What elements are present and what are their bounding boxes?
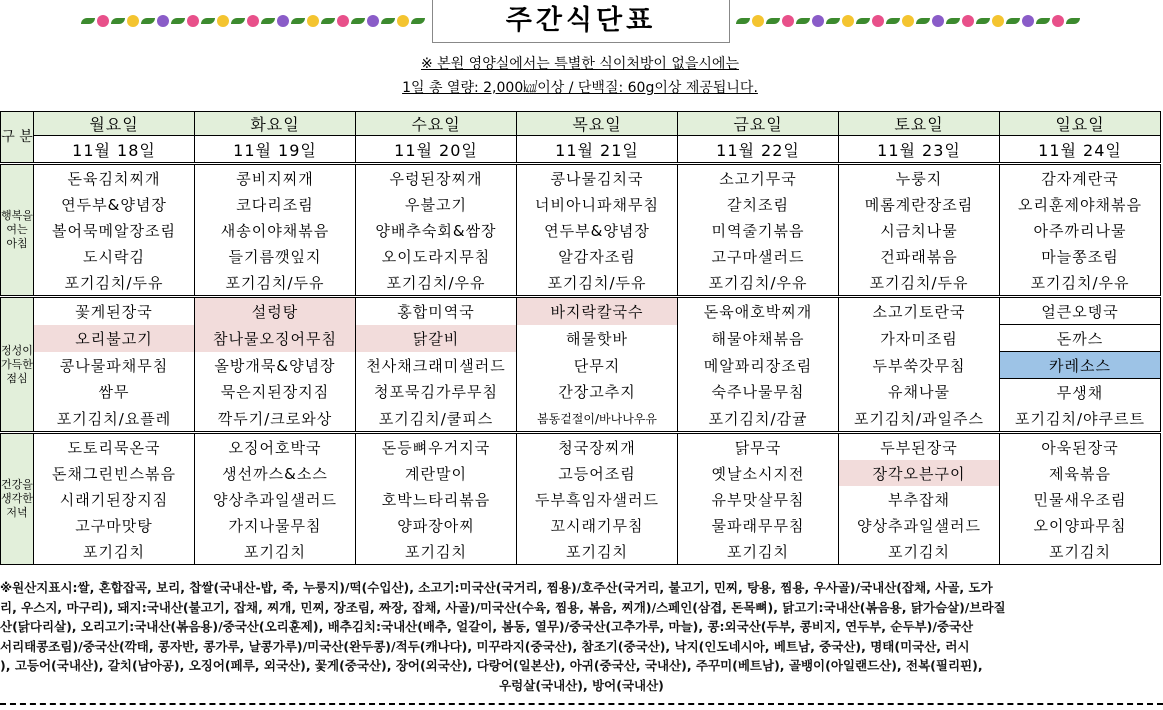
menu-cell: 포기김치 [356,538,517,565]
menu-cell: 두부쑥갓무침 [839,352,1000,379]
date-fri: 11월 22일 [678,136,839,164]
date-tue: 11월 19일 [195,136,356,164]
menu-cell: 포기김치 [839,538,1000,565]
date-sun: 11월 24일 [1000,136,1161,164]
day-header-wed: 수요일 [356,112,517,136]
menu-cell-highlight: 닭갈비 [356,325,517,352]
menu-cell: 고구마샐러드 [678,243,839,269]
menu-cell: 양파장아찌 [356,512,517,538]
menu-cell: 들기름깻잎지 [195,243,356,269]
menu-cell: 포기김치 [517,538,678,565]
menu-cell: 묵은지된장지짐 [195,379,356,406]
menu-cell: 부추잡채 [839,486,1000,512]
menu-cell: 돈육김치찌개 [34,164,195,192]
flower-garland-right [735,8,1081,34]
menu-cell: 메알꽈리장조림 [678,352,839,379]
menu-cell: 민물새우조림 [1000,486,1161,512]
menu-cell: 돈까스 [1000,325,1161,352]
menu-cell: 소고기토란국 [839,297,1000,325]
menu-cell: 쌈무 [34,379,195,406]
menu-cell: 포기김치 [1000,538,1161,565]
menu-cell: 새송이야채볶음 [195,217,356,243]
menu-cell: 포기김치 [195,538,356,565]
menu-cell: 너비아니파채무침 [517,191,678,217]
menu-cell: 돈육애호박찌개 [678,297,839,325]
menu-cell: 도토리묵온국 [34,433,195,461]
menu-cell: 포기김치/요플레 [34,405,195,433]
menu-cell: 제육볶음 [1000,460,1161,486]
menu-cell: 포기김치 [678,538,839,565]
menu-cell: 포기김치/두유 [839,269,1000,297]
menu-cell: 꽃게된장국 [34,297,195,325]
menu-table [0,111,1161,565]
menu-cell: 두부된장국 [839,433,1000,461]
menu-cell-highlight: 참나물오징어무침 [195,325,356,352]
date-thu: 11월 21일 [517,136,678,164]
menu-cell: 포기김치/두유 [195,269,356,297]
meal-label-lunch: 정성이 가득한 점심 [1,297,34,433]
menu-cell: 갈치조림 [678,191,839,217]
date-mon: 11월 18일 [34,136,195,164]
menu-cell: 메롬계란장조림 [839,191,1000,217]
menu-cell: 소고기무국 [678,164,839,192]
menu-cell: 오징어호박국 [195,433,356,461]
menu-cell: 무생채 [1000,379,1161,406]
menu-cell: 도시락김 [34,243,195,269]
menu-cell: 포기김치/우유 [678,269,839,297]
menu-cell: 콩비지찌개 [195,164,356,192]
menu-cell: 꼬시래기무침 [517,512,678,538]
menu-cell: 연두부&양념장 [517,217,678,243]
menu-cell: 건파래볶음 [839,243,1000,269]
menu-cell: 봄동겉절이/바나나우유 [517,405,678,433]
origin-line: 우렁살(국내산), 방어(국내산) [499,677,664,693]
menu-cell-highlight: 설렁탕 [195,297,356,325]
menu-cell: 깍두기/크로와상 [195,405,356,433]
origin-line: ※원산지표시:쌀, 혼합잡곡, 보리, 찹쌀(국내산-밥, 죽, 누룽지)/떡(수입산), 소고기:미국산(국거리, 찜용)/호주산(국거리, 불고기, 민찌, 탕용, 찜용, 우사골)/국내산(잡채, 사골, 도가 [0,580,993,595]
menu-cell: 가자미조림 [839,325,1000,352]
day-header-fri: 금요일 [678,112,839,136]
origin-notice [0,578,1163,696]
menu-cell: 청국장찌개 [517,433,678,461]
menu-cell: 올방개묵&양념장 [195,352,356,379]
menu-cell: 미역줄기볶음 [678,217,839,243]
meal-label-breakfast: 행복을 여는 아침 [1,164,34,297]
menu-cell: 두부흑임자샐러드 [517,486,678,512]
menu-cell: 포기김치/야쿠르트 [1000,405,1161,433]
menu-cell: 마늘쫑조림 [1000,243,1161,269]
meal-label-dinner: 건강을 생각한 저녁 [1,433,34,565]
menu-cell: 유채나물 [839,379,1000,406]
menu-cell: 천사채크래미샐러드 [356,352,517,379]
menu-cell: 해물핫바 [517,325,678,352]
date-wed: 11월 20일 [356,136,517,164]
menu-cell: 콩나물파채무침 [34,352,195,379]
menu-cell: 포기김치 [34,538,195,565]
day-header-sat: 토요일 [839,112,1000,136]
menu-cell: 양배추숙회&쌈장 [356,217,517,243]
menu-cell: 코다리조림 [195,191,356,217]
menu-cell: 시래기된장지짐 [34,486,195,512]
menu-cell: 우렁된장찌개 [356,164,517,192]
menu-cell: 오이양파무침 [1000,512,1161,538]
origin-line: 서리태콩조림)/중국산(깍태, 콩자반, 콩가루, 날콩가루)/미국산(완두콩)/적두(캐나다), 미꾸라지(중국산), 참조기(중국산), 낙지(인도네시아, 베트남, 중국산), 명태(미국산, 러시 [0,638,970,654]
menu-cell-selected: 카레소스 [1000,352,1161,379]
menu-cell: 누룽지 [839,164,1000,192]
gubun-header: 구 분 [1,112,34,164]
origin-line: ), 고등어(국내산), 갈치(남아공), 오징어(페루, 외국산), 꽃게(중국산), 장어(외국산), 다랑어(일본산), 아귀(중국산, 국내산), 주꾸미(베트남), 골뱅이(아일랜드산), 전복(필리핀), [0,658,983,674]
menu-cell: 아주까리나물 [1000,217,1161,243]
menu-cell: 포기김치/우유 [356,269,517,297]
menu-cell: 콩나물김치국 [517,164,678,192]
menu-cell: 고등어조림 [517,460,678,486]
day-header-mon: 월요일 [34,112,195,136]
menu-cell: 양상추과일샐러드 [195,486,356,512]
menu-cell: 얼큰오뎅국 [1000,297,1161,325]
day-header-sun: 일요일 [1000,112,1161,136]
menu-cell: 포기김치/과일주스 [839,405,1000,433]
menu-cell: 돈채그린빈스볶음 [34,460,195,486]
menu-cell: 청포묵김가루무침 [356,379,517,406]
menu-cell: 가지나물무침 [195,512,356,538]
notice-line-1: ※ 본원 영양실에서는 특별한 식이처방이 없을시에는 [421,56,739,72]
menu-cell-highlight: 오리불고기 [34,325,195,352]
menu-cell: 닭무국 [678,433,839,461]
menu-cell-highlight: 장각오븐구이 [839,460,1000,486]
date-sat: 11월 23일 [839,136,1000,164]
menu-cell: 양상추과일샐러드 [839,512,1000,538]
menu-cell: 돈등뼈우거지국 [356,433,517,461]
menu-cell: 포기김치/감귤 [678,405,839,433]
menu-cell: 아욱된장국 [1000,433,1161,461]
menu-cell: 홍합미역국 [356,297,517,325]
menu-cell: 단무지 [517,352,678,379]
notice-line-2: 1일 총 열량: 2,000㎉이상 / 단백질: 60g이상 제공됩니다. [402,80,758,96]
menu-cell: 오리훈제야채볶음 [1000,191,1161,217]
menu-cell: 호박느타리볶음 [356,486,517,512]
origin-line: 산(닭다리살), 오리고기:국내산(볶음용)/중국산(오리훈제), 배추김치:국내산(배추, 얼갈이, 봄동, 열무)/중국산(고추가루, 마늘), 콩:외국산(두부, 콩비지, 연두부, 순두부)/중국산 [0,619,974,635]
menu-cell: 옛날소시지전 [678,460,839,486]
dashed-divider [0,703,1163,705]
menu-cell: 물파래무무침 [678,512,839,538]
menu-cell: 포기김치/두유 [34,269,195,297]
menu-cell: 시금치나물 [839,217,1000,243]
menu-cell: 해물야채볶음 [678,325,839,352]
menu-cell: 포기김치/우유 [1000,269,1161,297]
menu-cell-highlight: 바지락칼국수 [517,297,678,325]
menu-cell: 숙주나물무침 [678,379,839,406]
flower-garland-left [80,8,426,34]
origin-line: 리, 우스지, 마구리), 돼지:국내산(불고기, 잡채, 찌개, 민찌, 장조림, 짜장, 잡채, 사골)/미국산(수육, 찜용, 볶음, 찌개)/스페인(삼겹, 돈목뼈), 닭고기:국내산(볶음용, 닭가슴살)/브라질 [0,599,1006,615]
menu-cell: 포기김치/두유 [517,269,678,297]
page-title: 주간식단표 [432,0,730,43]
day-header-thu: 목요일 [517,112,678,136]
menu-cell: 감자계란국 [1000,164,1161,192]
menu-cell: 알감자조림 [517,243,678,269]
menu-cell: 볼어묵메알장조림 [34,217,195,243]
menu-cell: 간장고추지 [517,379,678,406]
menu-cell: 유부맛살무침 [678,486,839,512]
menu-cell: 계란말이 [356,460,517,486]
menu-cell: 연두부&양념장 [34,191,195,217]
day-header-tue: 화요일 [195,112,356,136]
menu-cell: 고구마맛탕 [34,512,195,538]
menu-cell: 포기김치/쿨피스 [356,405,517,433]
menu-cell: 오이도라지무침 [356,243,517,269]
menu-cell: 생선까스&소스 [195,460,356,486]
menu-cell: 우불고기 [356,191,517,217]
